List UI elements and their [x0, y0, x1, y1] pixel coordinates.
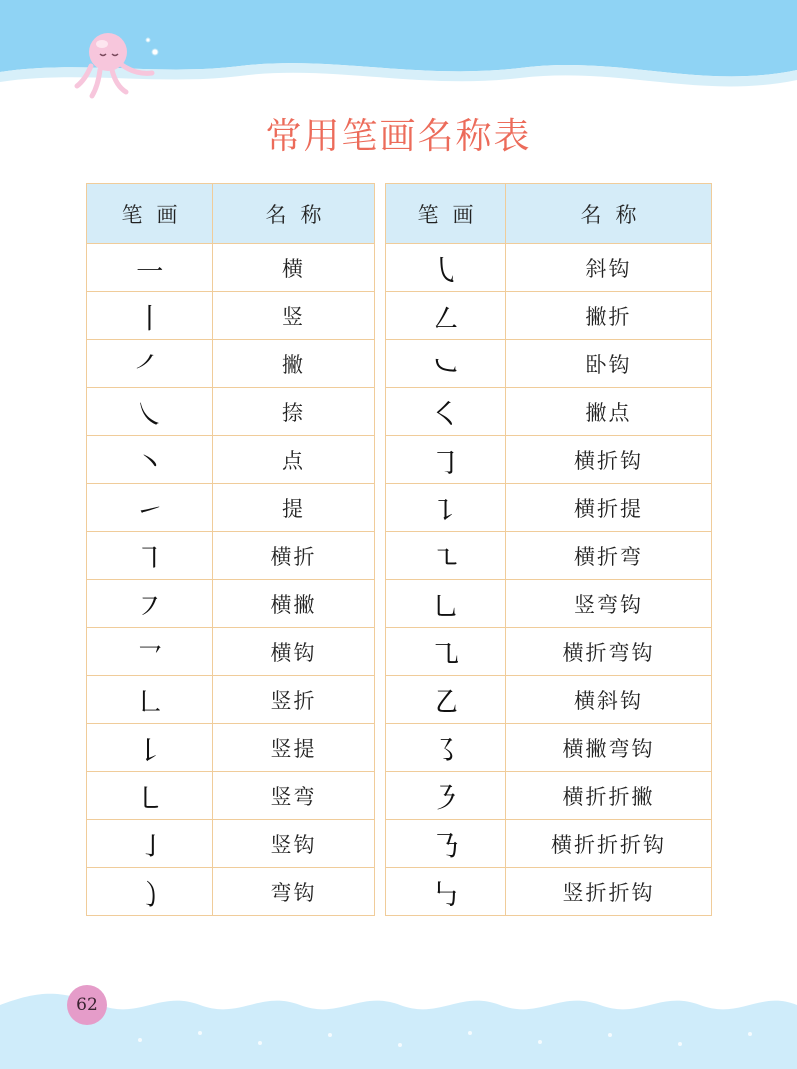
- bottom-wave-band: [0, 985, 797, 1069]
- stroke-glyph: ㇁: [87, 868, 213, 916]
- stroke-name: 捺: [213, 388, 375, 436]
- table-row: [386, 436, 712, 484]
- stroke-glyph: ㇒: [87, 340, 213, 388]
- page-number-badge: 62: [67, 985, 107, 1025]
- table-row: [386, 580, 712, 628]
- stroke-name: 横折: [213, 532, 375, 580]
- table-row: [386, 868, 712, 916]
- header-name: 名称: [213, 184, 375, 244]
- table-row: [386, 292, 712, 340]
- stroke-name: 弯钩: [213, 868, 375, 916]
- table-row: [386, 532, 712, 580]
- stroke-glyph: ㇌: [386, 724, 506, 772]
- table-row: [87, 580, 375, 628]
- table-row: [87, 388, 375, 436]
- header-stroke: 笔画: [87, 184, 213, 244]
- table-row: [386, 628, 712, 676]
- table-row: [87, 628, 375, 676]
- stroke-glyph: ㇚: [87, 820, 213, 868]
- table-row: [386, 820, 712, 868]
- stroke-name: 横撇弯钩: [506, 724, 712, 772]
- stroke-name: 竖提: [213, 724, 375, 772]
- stroke-name: 横斜钩: [506, 676, 712, 724]
- stroke-glyph: ㇈: [386, 628, 506, 676]
- table-row: [386, 388, 712, 436]
- stroke-name: 斜钩: [506, 244, 712, 292]
- stroke-name: 竖弯: [213, 772, 375, 820]
- stroke-glyph: ㇇: [87, 580, 213, 628]
- stroke-name: 点: [213, 436, 375, 484]
- stroke-glyph: ㇃: [386, 340, 506, 388]
- stroke-glyph: ㇆: [386, 436, 506, 484]
- table-row: [386, 484, 712, 532]
- table-row: [87, 292, 375, 340]
- table-row: [87, 436, 375, 484]
- stroke-name: 竖: [213, 292, 375, 340]
- stroke-name: 撇: [213, 340, 375, 388]
- stroke-name: 横折提: [506, 484, 712, 532]
- table-row: [386, 340, 712, 388]
- stroke-glyph: ㇀: [87, 484, 213, 532]
- header-stroke: 笔画: [386, 184, 506, 244]
- stroke-name: 竖折折钩: [506, 868, 712, 916]
- stroke-name: 竖折: [213, 676, 375, 724]
- page-title: 常用笔画名称表: [265, 116, 532, 157]
- octopus-icon: [60, 30, 170, 105]
- stroke-name: 竖钩: [213, 820, 375, 868]
- stroke-glyph: ㇔: [87, 436, 213, 484]
- stroke-glyph: ㇖: [87, 628, 213, 676]
- stroke-name: 卧钩: [506, 340, 712, 388]
- stroke-name: 横折钩: [506, 436, 712, 484]
- stroke-glyph: ㇏: [87, 388, 213, 436]
- table-row: [386, 724, 712, 772]
- stroke-glyph: ㇑: [87, 292, 213, 340]
- stroke-name: 横: [213, 244, 375, 292]
- stroke-glyph: ㇍: [386, 532, 506, 580]
- stroke-name: 横折弯: [506, 532, 712, 580]
- stroke-glyph: ㇋: [386, 772, 506, 820]
- stroke-glyph: ㇜: [386, 292, 506, 340]
- stroke-glyph: ㇙: [87, 724, 213, 772]
- stroke-glyph: ㇂: [386, 244, 506, 292]
- stroke-glyph: ㇄: [87, 772, 213, 820]
- table-header-row: [87, 184, 375, 244]
- table-row: [386, 772, 712, 820]
- table-row: [87, 532, 375, 580]
- table-row: [87, 340, 375, 388]
- table-header-row: [386, 184, 712, 244]
- stroke-glyph: ㇠: [386, 676, 506, 724]
- table-row: [386, 244, 712, 292]
- header-name: 名称: [506, 184, 712, 244]
- table-row: [87, 724, 375, 772]
- stroke-glyph: ㇗: [87, 676, 213, 724]
- stroke-name: 横撇: [213, 580, 375, 628]
- stroke-name: 提: [213, 484, 375, 532]
- stroke-table-right: [385, 183, 712, 916]
- stroke-glyph: ㇊: [386, 484, 506, 532]
- stroke-name: 撇点: [506, 388, 712, 436]
- stroke-glyph: ㇉: [386, 868, 506, 916]
- table-row: [87, 868, 375, 916]
- stroke-name: 撇折: [506, 292, 712, 340]
- stroke-name: 横折折撇: [506, 772, 712, 820]
- table-row: [87, 484, 375, 532]
- table-row: [386, 676, 712, 724]
- table-row: [87, 820, 375, 868]
- stroke-glyph: ㇕: [87, 532, 213, 580]
- stroke-name: 横折弯钩: [506, 628, 712, 676]
- stroke-name: 竖弯钩: [506, 580, 712, 628]
- stroke-glyph: ㇛: [386, 388, 506, 436]
- stroke-name: 横折折折钩: [506, 820, 712, 868]
- stroke-table-left: [86, 183, 375, 916]
- table-row: [87, 772, 375, 820]
- stroke-glyph: ㇡: [386, 820, 506, 868]
- stroke-glyph: ㇟: [386, 580, 506, 628]
- stroke-glyph: ㇐: [87, 244, 213, 292]
- table-row: [87, 676, 375, 724]
- table-row: [87, 244, 375, 292]
- stroke-name: 横钩: [213, 628, 375, 676]
